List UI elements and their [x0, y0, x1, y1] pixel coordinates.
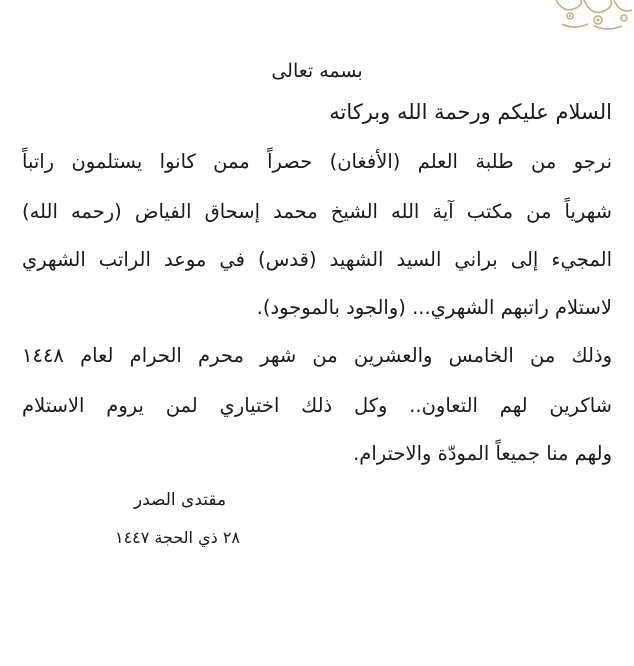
letter-greeting: السلام عليكم ورحمة الله وبركاته [329, 100, 612, 124]
letter-heading: بسمه تعالى [271, 60, 363, 82]
body-line: وذلك من الخامس والعشرين من شهر محرم الحرام لعام ١٤٤٨ [22, 344, 612, 367]
signature: مقتدى الصدر [133, 490, 227, 510]
body-line: نرجو من طلبة العلم (الأفغان) حصراً ممن كانوا يستلمون راتباً [22, 150, 612, 173]
body-line: المجيء إلى براني السيد الشهيد (قدس) في موعد الراتب الشهري [22, 248, 612, 271]
body-line: شاكرين لهم التعاون.. وكل ذلك اختياري لمن يروم الاستلام [22, 394, 612, 417]
body-line: شهرياً من مكتب آية الله الشيخ محمد إسحاق الفياض (رحمه الله) [22, 200, 612, 223]
letter-date: ٢٨ ذي الحجة ١٤٤٧ [114, 528, 240, 547]
corner-ornament-icon [554, 0, 634, 30]
body-line: لاستلام راتبهم الشهري... (والجود بالموجود). [256, 296, 612, 319]
body-line: ولهم منا جميعاً المودّة والاحترام. [353, 442, 612, 465]
